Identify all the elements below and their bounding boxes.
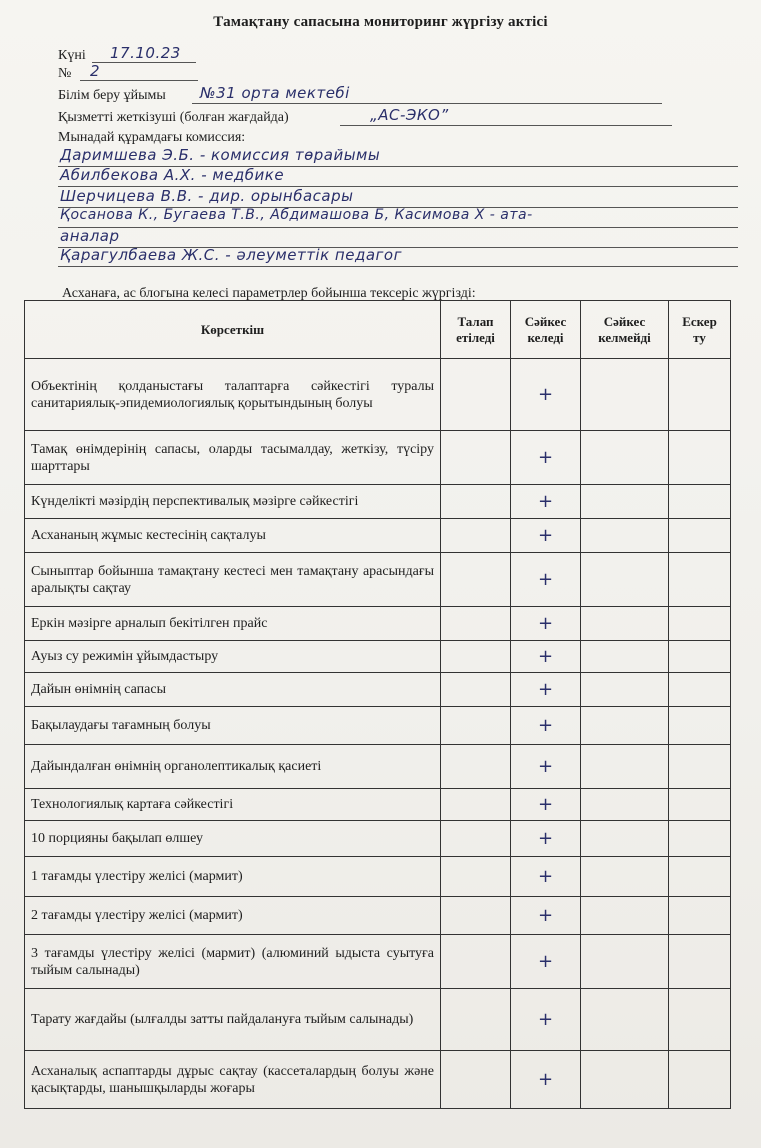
row-compliant-mark: + (511, 745, 581, 789)
row-noncompliant (581, 821, 669, 857)
row-required (441, 607, 511, 641)
row-required (441, 673, 511, 707)
row-note (669, 641, 731, 673)
row-compliant-mark: + (511, 857, 581, 897)
supplier-value: „АС-ЭКО” (370, 106, 449, 124)
commission-member: Даримшева Э.Б. - комиссия төрайымы (60, 146, 381, 164)
row-indicator: Тамақ өнімдерінің сапасы, оларды тасымалдау, жеткізу, түсіру шарттары (25, 431, 441, 485)
row-compliant-mark: + (511, 519, 581, 553)
school-underline (192, 103, 662, 104)
row-compliant-mark: + (511, 485, 581, 519)
table-row (25, 935, 731, 989)
row-required (441, 789, 511, 821)
row-noncompliant (581, 897, 669, 935)
table-row (25, 359, 731, 431)
row-indicator: 2 тағамды үлестіру желісі (мармит) (25, 897, 441, 935)
row-indicator: Асхананың жұмыс кестесінің сақталуы (25, 519, 441, 553)
table-header-row (25, 301, 731, 359)
row-note (669, 897, 731, 935)
row-indicator: Дайындалған өнімнің органолептикалық қасиеті (25, 745, 441, 789)
commission-member: Қосанова К., Бугаева Т.В., Абдимашова Б, Касимова Х - ата- (60, 207, 533, 223)
row-noncompliant (581, 789, 669, 821)
header-compliant: Сәйкес келеді (511, 301, 581, 359)
table-row (25, 707, 731, 745)
commission-member: Қарагулбаева Ж.С. - әлеуметтік педагог (60, 246, 402, 264)
row-required (441, 897, 511, 935)
row-noncompliant (581, 1051, 669, 1109)
row-indicator: Технологиялық картаға сәйкестігі (25, 789, 441, 821)
row-compliant-mark: + (511, 821, 581, 857)
row-required (441, 821, 511, 857)
row-noncompliant (581, 485, 669, 519)
row-note (669, 989, 731, 1051)
date-value: 17.10.23 (110, 44, 181, 62)
row-compliant-mark: + (511, 607, 581, 641)
table-row (25, 989, 731, 1051)
row-note (669, 789, 731, 821)
row-required (441, 641, 511, 673)
row-indicator: Объектінің қолданыстағы талаптарға сәйкестігі туралы санитариялық-эпидемиологиялық қорытындының болуы (25, 359, 441, 431)
row-compliant-mark: + (511, 553, 581, 607)
header-indicator: Көрсеткіш (25, 301, 441, 359)
date-underline (92, 62, 196, 63)
document-title: Тамақтану сапасына мониторинг жүргізу актісі (213, 14, 548, 30)
row-note (669, 707, 731, 745)
commission-member: Шерчицева В.В. - дир. орынбасары (60, 187, 354, 205)
table-row (25, 789, 731, 821)
row-noncompliant (581, 641, 669, 673)
row-compliant-mark: + (511, 935, 581, 989)
table-row (25, 607, 731, 641)
number-label: № (58, 66, 72, 81)
row-required (441, 359, 511, 431)
row-compliant-mark: + (511, 989, 581, 1051)
date-label: Күні (58, 48, 86, 63)
row-compliant-mark: + (511, 673, 581, 707)
table-row (25, 519, 731, 553)
row-noncompliant (581, 989, 669, 1051)
row-required (441, 857, 511, 897)
row-indicator: Ауыз су режимін ұйымдастыру (25, 641, 441, 673)
row-indicator: Еркін мәзірге арналып бекітілген прайс (25, 607, 441, 641)
row-note (669, 673, 731, 707)
row-note (669, 607, 731, 641)
row-note (669, 431, 731, 485)
inspection-table (24, 300, 731, 1109)
row-compliant-mark: + (511, 789, 581, 821)
table-row (25, 431, 731, 485)
row-compliant-mark: + (511, 897, 581, 935)
row-compliant-mark: + (511, 359, 581, 431)
row-required (441, 1051, 511, 1109)
row-note (669, 821, 731, 857)
table-row (25, 857, 731, 897)
commission-line (58, 266, 738, 267)
row-note (669, 935, 731, 989)
row-required (441, 519, 511, 553)
row-required (441, 431, 511, 485)
row-compliant-mark: + (511, 641, 581, 673)
row-note (669, 857, 731, 897)
row-indicator: Бақылаудағы тағамның болуы (25, 707, 441, 745)
row-required (441, 553, 511, 607)
header-required: Талап етіледі (441, 301, 511, 359)
row-note (669, 1051, 731, 1109)
inspection-intro: Асханаға, ас блогына келесі параметрлер бойынша тексеріс жүргізді: (62, 286, 476, 301)
row-noncompliant (581, 607, 669, 641)
row-indicator: Асханалық аспаптарды дұрыс сақтау (кассеталардың болуы және қасықтарды, шанышқыларды жоғары (25, 1051, 441, 1109)
row-noncompliant (581, 359, 669, 431)
row-noncompliant (581, 745, 669, 789)
commission-member: Абилбекова А.Х. - медбике (60, 166, 285, 184)
table-row (25, 641, 731, 673)
row-noncompliant (581, 431, 669, 485)
row-required (441, 989, 511, 1051)
table-row (25, 821, 731, 857)
row-indicator: 1 тағамды үлестіру желісі (мармит) (25, 857, 441, 897)
row-required (441, 485, 511, 519)
table-row (25, 1051, 731, 1109)
commission-label: Мынадай құрамдағы комиссия: (58, 130, 246, 145)
row-required (441, 745, 511, 789)
row-noncompliant (581, 553, 669, 607)
row-indicator: Күнделікті мәзірдің перспективалық мәзірге сәйкестігі (25, 485, 441, 519)
table-row (25, 553, 731, 607)
row-compliant-mark: + (511, 1051, 581, 1109)
table-row (25, 485, 731, 519)
row-required (441, 707, 511, 745)
school-label: Білім беру ұйымы (58, 88, 166, 103)
school-value: №31 орта мектебі (200, 84, 350, 102)
table-row (25, 897, 731, 935)
row-indicator: Сыныптар бойынша тамақтану кестесі мен тамақтану арасындағы аралықты сақтау (25, 553, 441, 607)
row-noncompliant (581, 673, 669, 707)
row-noncompliant (581, 519, 669, 553)
row-note (669, 553, 731, 607)
row-indicator: Дайын өнімнің сапасы (25, 673, 441, 707)
commission-member: аналар (60, 227, 120, 245)
number-underline (80, 80, 198, 81)
table-row (25, 745, 731, 789)
row-noncompliant (581, 707, 669, 745)
row-note (669, 485, 731, 519)
table-row (25, 673, 731, 707)
row-note (669, 359, 731, 431)
commission-line (58, 227, 738, 228)
number-value: 2 (90, 62, 101, 80)
header-note: Ескер ту (669, 301, 731, 359)
row-compliant-mark: + (511, 707, 581, 745)
row-indicator: 10 порцияны бақылап өлшеу (25, 821, 441, 857)
row-noncompliant (581, 935, 669, 989)
header-noncompliant: Сәйкес келмейді (581, 301, 669, 359)
row-compliant-mark: + (511, 431, 581, 485)
row-required (441, 935, 511, 989)
row-noncompliant (581, 857, 669, 897)
supplier-underline (340, 125, 672, 126)
row-indicator: 3 тағамды үлестіру желісі (мармит) (алюминий ыдыста суытуға тыйым салынады) (25, 935, 441, 989)
row-note (669, 519, 731, 553)
row-indicator: Тарату жағдайы (ылғалды затты пайдалануға тыйым салынады) (25, 989, 441, 1051)
row-note (669, 745, 731, 789)
supplier-label: Қызметті жеткізуші (болған жағдайда) (58, 110, 289, 125)
